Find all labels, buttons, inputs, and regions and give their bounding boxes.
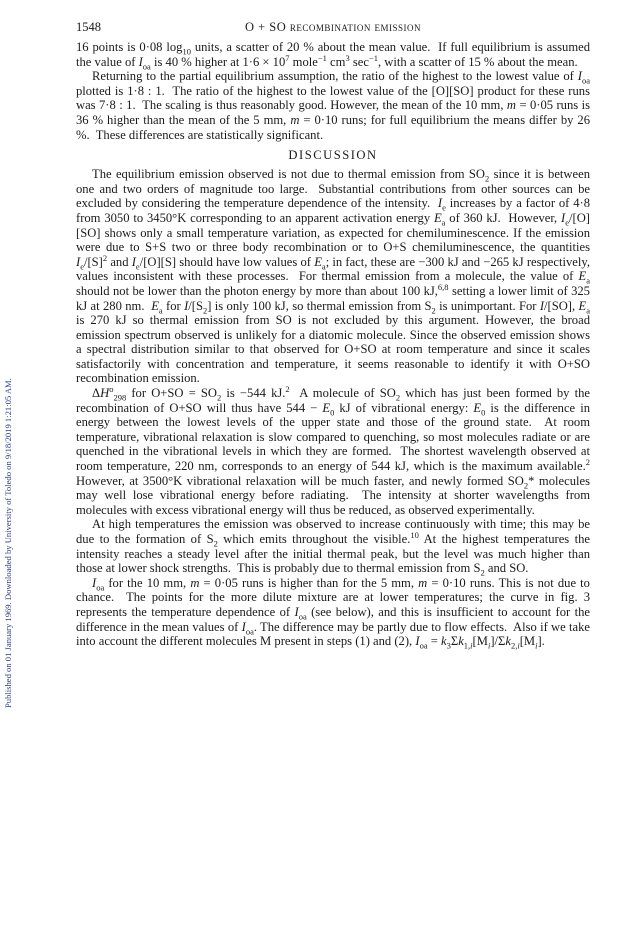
running-title (76, 20, 590, 35)
page-header (76, 18, 590, 40)
download-notice-text: Published on 01 January 1969. Downloaded by University of Toledo on 9/18/2019 1:21:05 AM. (3, 378, 13, 708)
section-heading: DISCUSSION (288, 148, 378, 163)
paragraph-discussion-1: The equilibrium emission observed is not due to thermal emission from $SO_2$ since it is between one and two orders of magnitude too large. Substantial contributions from other sources can be excluded by considering the temperature dependence of the intensity. $I_e$ increases by a factor of 4·8 from 3050 to 3450°K corresponding to an apparent activation energy $E_a$ of 360 kJ. However, $I_e/[O][SO]$ shows only a small temperature variation, as expected for chemiluminescence. If the emission were due to S+S two or three body recombination or to O+S chemiluminescence, the quantities $I_e/[S]^2$ and $I_e/[O][S]$ should have low values of $E_a$; in fact, these are −300 kJ and −265 kJ respectively, values inconsistent with these processes. For thermal emission from a molecule, the value of $E_a$ should not be lower than the photon energy by more than about 100 kJ,$^{6,8}$ setting a lower limit of 325 kJ at 280 nm. $E_a$ for $I/[S_2]$ is only 100 kJ, so thermal emission from $S_2$ is unimportant. For I/[SO], $E_a$ is 270 kJ so thermal emission from SO is not excluded by this argument. However, the broad emission spectrum observed is unlikely for a diatomic molecule. Since the observed emission shows a spectral distribution similar to that observed for O+SO at room temperature and since it scales satisfactorily with concentration and temperature, it seems reasonable to identify it with O+SO recombination emission. (76, 167, 590, 386)
paragraph-discussion-4: $I_{oa}$ for the 10 mm, m = 0·05 runs is higher than for the 5 mm, m = 0·10 runs. This is not due to chance. The points for the more dilute mixture are at lower temperatures; the curve in fig. 3 represents the temperature dependence of $I_{oa}$ (see below), and this is insufficient to account for the difference in the mean values of $I_{oa}$. The difference may be partly due to flow effects. Also if we take into account the different molecules M present in steps (1) and (2), $I_{oa} = k_3\Sigma k_{1,i}[M_i]/\Sigma k_{2,i}[M_i]$. (76, 575, 590, 651)
running-title-prefix: O + SO (244, 20, 287, 34)
paragraph-partial-equilibrium: Returning to the partial equilibrium assumption, the ratio of the highest to the lowest value of $I_{oa}$ plotted is 1·8 : 1. The ratio of the highest to the lowest value of the [O][SO] product for these runs was 7·8 : 1. The scaling is thus reasonably good. However, the mean of the 10 mm, m = 0·05 runs is 36 % higher than the mean of the 5 mm, m = 0·10 runs; for full equilibrium the means differ by 26 %. These differences are statistically significant. (76, 69, 590, 142)
paragraph-scatter: 16 points is 0·08 $\log_{10}$ units, a scatter of 20 % about the mean value. If full equilibrium is assumed the value of $I_{oa}$ is 40 % higher at $1\cdot 6 \times 10^7$ mole$^{-1}$ $cm^3$ $\sec^{-1}$, with a scatter of 15 % about the mean. (76, 40, 591, 72)
download-notice (0, 0, 22, 947)
article-page (76, 18, 590, 649)
page-number: 1548 (76, 20, 101, 34)
paragraph-discussion-3: At high temperatures the emission was observed to increase continuously with time; this may be due to the formation of $S_2$ which emits throughout the visible.$^{10}$ At the highest temperatures the intensity reaches a steady level after the initial thermal peak, but the level was much higher than those at lower shock strengths. This is probably due to thermal emission from $S_2$ and SO. (76, 517, 591, 578)
running-title-rest: recombination emission (289, 20, 422, 34)
paragraph-discussion-2: $\Delta H^o_{298}$ for $O+SO = SO_2$ is −544 kJ.$^2$ A molecule of $SO_2$ which has just been formed by the recombination of O+SO will thus have $544 - E_0$ kJ of vibrational energy: $E_0$ is the difference in energy between the lowest levels of the upper state and those of the ground state. At room temperature, vibrational relaxation is slow compared to quenching, so most molecules radiate or are quenched in the vibrational levels in which they are formed. The shortest wavelength observed at room temperature, 220 nm, corresponds to an energy of 544 kJ, which is the maximum available.$^2$ However, at 3500°K vibrational relaxation will be much faster, and newly formed $SO_2*$ molecules may well lose vibrational energy before radiating. The intensity at shorter wavelengths from molecules with excess vibrational energy will thus be reduced, as observed experimentally. (76, 383, 591, 517)
